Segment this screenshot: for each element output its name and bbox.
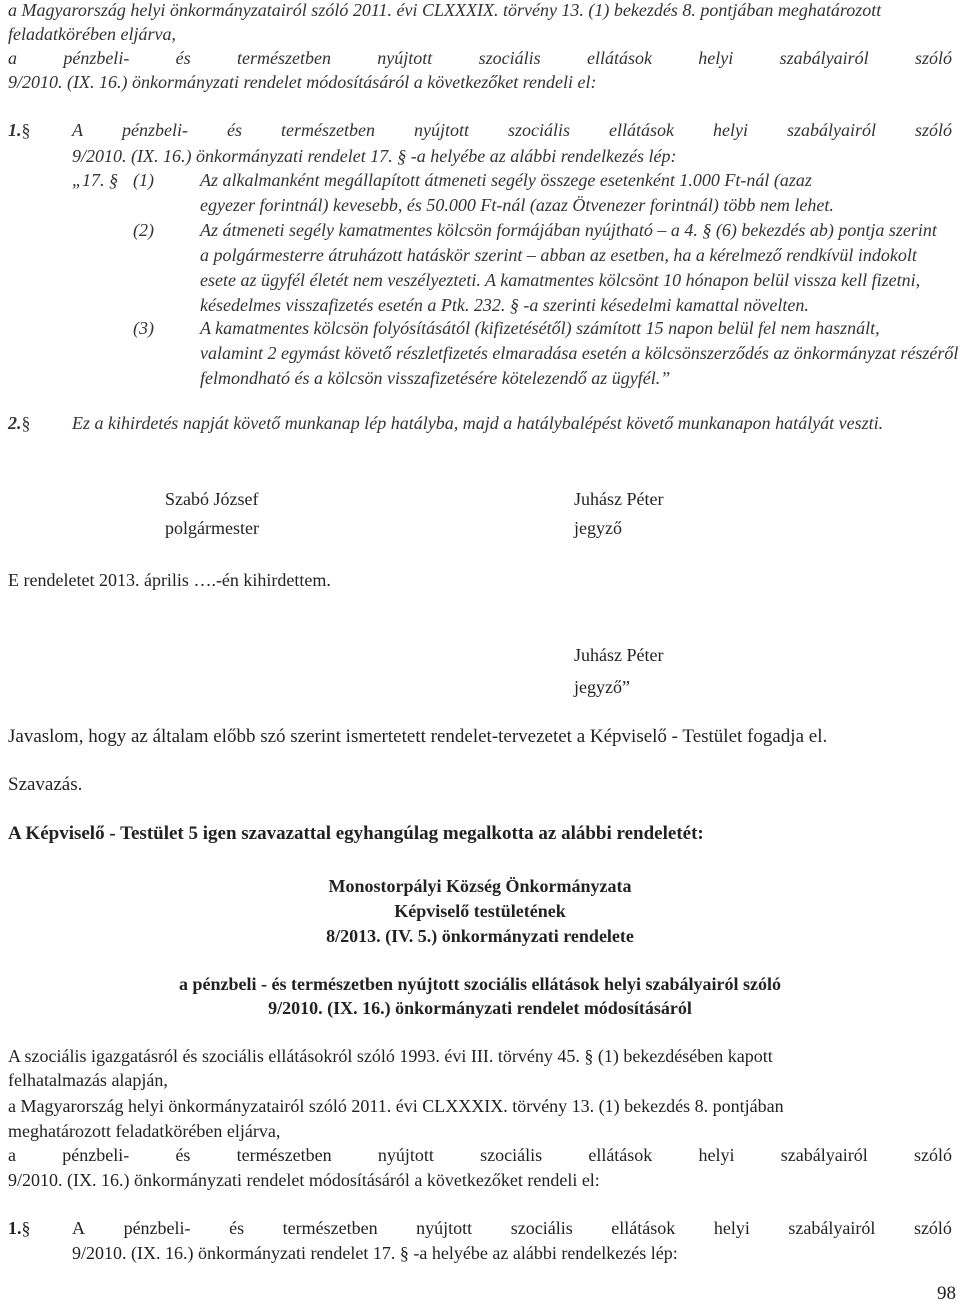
intro-line-3 <box>8 48 952 69</box>
vote-text: Szavazás. <box>8 774 83 795</box>
word: nyújtott <box>413 120 469 140</box>
section-mark: § <box>21 120 31 140</box>
signature-left-name: Szabó József <box>165 489 259 509</box>
heading-line-3: 8/2013. (IV. 5.) önkormányzati rendelete <box>326 926 634 946</box>
preamble-line-4: meghatározott feladatkörében eljárva, <box>8 1121 281 1141</box>
paragraph-3-line-3: felmondható és a kölcsön visszafizetésére kötelezendő az ügyfél.” <box>200 368 671 388</box>
word: A <box>72 1218 85 1238</box>
word: szóló <box>914 120 952 140</box>
word: helyi <box>713 1218 750 1238</box>
word: szabályairól <box>788 1218 876 1238</box>
word: pénzbeli- <box>122 120 188 140</box>
decision-text: A Képviselő - Testület 5 igen szavazattal egyhangúlag megalkotta az alábbi rendeletét: <box>8 823 704 844</box>
article-number: 2. <box>8 413 22 433</box>
intro-line-1: a Magyarország helyi önkormányzatairól szóló 2011. évi CLXXXIX. törvény 13. (1) bekezdés 8. pontjában meghatározott <box>8 0 882 20</box>
paragraph-3-line-2: valamint 2 egymást követő részletfizetés elmaradása esetén a kölcsönszerződés az önkormányzat részéről <box>200 343 959 363</box>
paragraph-3-number: (3) <box>133 318 154 338</box>
word: pénzbeli- <box>63 48 130 68</box>
article-number: 1. <box>8 1218 22 1238</box>
word: szociális <box>510 1218 573 1238</box>
notary-title: jegyző” <box>574 677 630 697</box>
paragraph-2-number: (2) <box>133 220 154 240</box>
article-number: 1. <box>8 120 22 140</box>
article-1b-line-1 <box>72 1218 952 1239</box>
word: ellátások <box>586 48 652 68</box>
word: természetben <box>236 48 331 68</box>
word: ellátások <box>611 1218 676 1238</box>
word: természetben <box>280 120 375 140</box>
section-mark: § <box>21 413 31 433</box>
word: szóló <box>914 48 952 68</box>
word: a <box>8 1145 16 1165</box>
page-number: 98 <box>937 1283 956 1304</box>
word: szociális <box>480 1145 543 1165</box>
section-mark: § <box>21 1218 31 1238</box>
word: helyi <box>698 48 734 68</box>
word: helyi <box>698 1145 735 1165</box>
word: és <box>229 1218 245 1238</box>
article-1-line-1 <box>72 120 952 141</box>
article-1b-line-2: 9/2010. (IX. 16.) önkormányzati rendelet 17. § -a helyébe az alábbi rendelkezés lép: <box>72 1243 678 1263</box>
intro-line-2: feladatkörében eljárva, <box>8 24 176 44</box>
word: ellátások <box>588 1145 653 1165</box>
signature-left-title: polgármester <box>165 518 259 538</box>
paragraph-1-line-2: egyezer forintnál) kevesebb, és 50.000 Ft-nál (azaz Ötvenezer forintnál) több nem lehet. <box>200 195 834 215</box>
preamble-line-6: 9/2010. (IX. 16.) önkormányzati rendelet módosításáról a következőket rendeli el: <box>8 1170 600 1190</box>
paragraph-2-line-4: késedelmes visszafizetés esetén a Ptk. 232. § -a szerinti késedelmi kamattal növelten. <box>200 295 809 315</box>
heading-line-2: Képviselő testületének <box>394 901 566 921</box>
intro-line-4: 9/2010. (IX. 16.) önkormányzati rendelet módosításáról a következőket rendeli el: <box>8 72 597 92</box>
word: szóló <box>913 1218 952 1238</box>
heading-line-5: 9/2010. (IX. 16.) önkormányzati rendelet módosításáról <box>268 998 692 1018</box>
notary-name: Juhász Péter <box>574 645 664 665</box>
preamble-line-1: A szociális igazgatásról és szociális ellátásokról szóló 1993. évi III. törvény 45. § (1) bekezdésében kapott <box>8 1046 773 1066</box>
preamble-line-3: a Magyarország helyi önkormányzatairól szóló 2011. évi CLXXXIX. törvény 13. (1) bekezdés 8. pontjában <box>8 1096 784 1116</box>
word: pénzbeli- <box>123 1218 191 1238</box>
word: szociális <box>478 48 541 68</box>
preamble-line-2: felhatalmazás alapján, <box>8 1070 168 1090</box>
heading-line-4: a pénzbeli - és természetben nyújtott szociális ellátások helyi szabályairól szóló <box>179 974 781 994</box>
word: nyújtott <box>377 1145 434 1165</box>
word: szabályairól <box>780 1145 868 1165</box>
word: természetben <box>282 1218 378 1238</box>
paragraph-1-number: (1) <box>133 170 154 190</box>
word: nyújtott <box>416 1218 473 1238</box>
word: szóló <box>913 1145 952 1165</box>
article-1-line-2: 9/2010. (IX. 16.) önkormányzati rendelet 17. § -a helyébe az alábbi rendelkezés lép: <box>72 146 677 166</box>
word: a <box>8 48 17 68</box>
paragraph-2-line-2: a polgármesterre átruházott hatáskör szerint – abban az esetben, ha a kérelmező rendkívül indokolt <box>200 245 917 265</box>
signature-right-title: jegyző <box>574 518 622 538</box>
paragraph-2-line-1: Az átmeneti segély kamatmentes kölcsön formájában nyújtható – a 4. § (6) bekezdés ab) pontja szerint <box>200 220 937 240</box>
word: szociális <box>507 120 570 140</box>
word: ellátások <box>608 120 674 140</box>
word: nyújtott <box>377 48 433 68</box>
paragraph-1-line-1: Az alkalmanként megállapított átmeneti segély összege esetenként 1.000 Ft-nál (azaz <box>200 170 812 190</box>
word: A <box>72 120 83 140</box>
word: természetben <box>236 1145 332 1165</box>
article-2-text: Ez a kihirdetés napját követő munkanap lép hatályba, majd a hatálybalépést követő munkanapon hatályát veszti. <box>72 413 884 433</box>
word: és <box>175 1145 191 1165</box>
quote-start: „17. § <box>72 170 119 190</box>
word: pénzbeli- <box>62 1145 130 1165</box>
paragraph-2-line-3: esete az ügyfél életét nem veszélyezteti. A kamatmentes kölcsönt 10 hónapon belül vissza kell fizetni, <box>200 270 921 290</box>
word: szabályairól <box>786 120 876 140</box>
promulgation-line: E rendeletet 2013. április ….-én kihirdettem. <box>8 570 331 590</box>
proposal-text: Javaslom, hogy az általam előbb szó szerint ismertetett rendelet-tervezetet a Képviselő - Testület fogadja el. <box>8 726 828 747</box>
word: és <box>175 48 191 68</box>
heading-line-1: Monostorpályi Község Önkormányzata <box>328 876 632 896</box>
word: és <box>226 120 242 140</box>
word: helyi <box>712 120 748 140</box>
signature-right-name: Juhász Péter <box>574 489 664 509</box>
word: szabályairól <box>779 48 869 68</box>
paragraph-3-line-1: A kamatmentes kölcsön folyósításától (kifizetésétől) számított 15 napon belül fel nem használt, <box>200 318 880 338</box>
preamble-line-5 <box>8 1145 952 1166</box>
